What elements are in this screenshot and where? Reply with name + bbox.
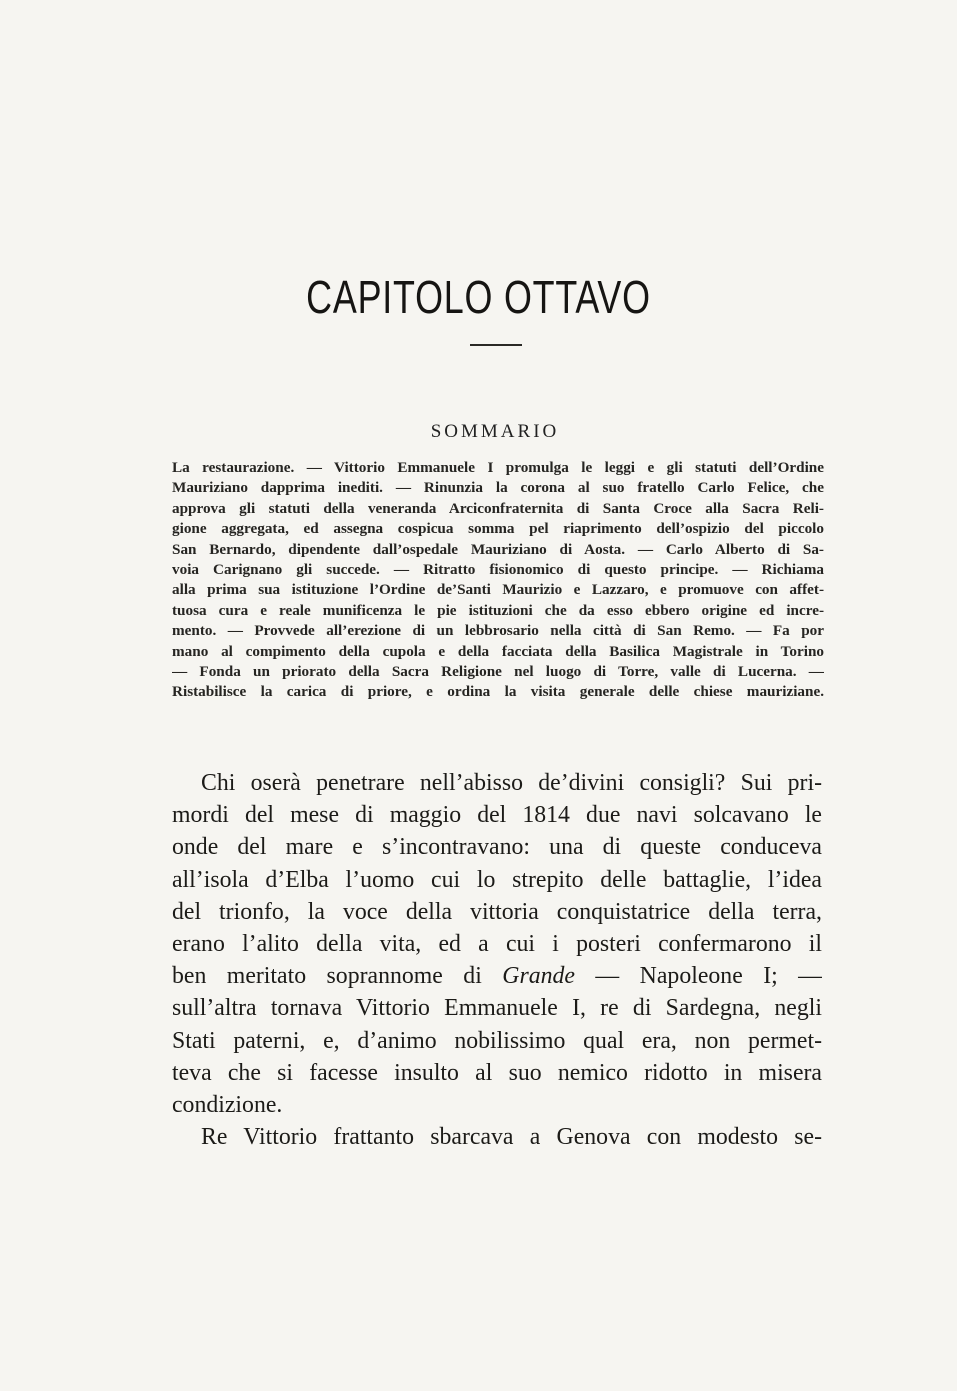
body-line: onde del mare e s’incontravano: una di queste conduceva	[172, 834, 822, 861]
chapter-title: CAPITOLO OTTAVO	[306, 271, 651, 323]
summary-line: alla prima sua istituzione l’Ordine de’Santi Maurizio e Lazzaro, e promuove con affet-	[172, 581, 824, 599]
summary-paragraph	[172, 458, 824, 703]
summary-line: Ristabilisce la carica di priore, e ordina la visita generale delle chiese mauriziane.	[172, 683, 824, 701]
summary-line: tuosa cura e reale munificenza le pie istituzioni che da esso ebbero origine ed incre-	[172, 601, 824, 619]
body-line: Stati paterni, e, d’animo nobilissimo qual era, non permet-	[172, 1027, 822, 1054]
body-line: del trionfo, la voce della vittoria conquistatrice della terra,	[172, 898, 822, 925]
summary-line: mano al compimento della cupola e della facciata della Basilica Magistrale in Torino	[172, 642, 824, 660]
body-line: erano l’alito della vita, ed a cui i posteri confermarono il	[172, 930, 822, 957]
body-line: condizione.	[172, 1091, 283, 1118]
summary-line: — Fonda un priorato della Sacra Religione nel luogo di Torre, valle di Lucerna. —	[172, 662, 824, 680]
body-line: all’isola d’Elba l’uomo cui lo strepito delle battaglie, l’idea	[172, 866, 822, 893]
body-paragraph	[172, 767, 822, 1153]
body-line: mordi del mese di maggio del 1814 due navi solcavano le	[172, 802, 822, 829]
body-line: sull’altra tornava Vittorio Emmanuele I, re di Sardegna, negli	[172, 995, 822, 1022]
body-text-run: — Napoleone I; —	[574, 963, 822, 990]
summary-line: La restaurazione. — Vittorio Emmanuele I promulga le leggi e gli statuti dell’Ordine	[172, 459, 824, 476]
summary-line: mento. — Provvede all’erezione di un lebbrosario nella città di San Remo. — Fa por	[172, 622, 824, 640]
body-line: Re Vittorio frattanto sbarcava a Genova con modesto se-	[201, 1124, 822, 1151]
summary-line: gione aggregata, ed assegna cospicua somma pel riaprimento dell’ospizio del piccolo	[172, 520, 824, 538]
summary-line: San Bernardo, dipendente dall’ospedale Mauriziano di Aosta. — Carlo Alberto di Sa-	[172, 540, 824, 558]
body-line: Chi oserà penetrare nell’abisso de’divini consigli? Sui pri-	[201, 770, 822, 796]
summary-heading: SOMMARIO	[430, 421, 560, 442]
summary-line: Mauriziano dapprima inediti. — Rinunzia la corona al suo fratello Carlo Felice, che	[172, 479, 824, 497]
title-divider	[470, 344, 522, 346]
summary-line: approva gli statuti della veneranda Arciconfraternita di Santa Croce alla Sacra Reli-	[172, 499, 824, 517]
body-text-run: ben meritato soprannome di	[172, 963, 503, 990]
italic-word: Grande	[502, 963, 575, 990]
body-line: teva che si facesse insulto al suo nemico ridotto in misera	[172, 1059, 822, 1086]
body-line-with-italic	[172, 960, 822, 992]
summary-line: voia Carignano gli succede. — Ritratto fisionomico di questo principe. — Richiama	[172, 560, 824, 578]
